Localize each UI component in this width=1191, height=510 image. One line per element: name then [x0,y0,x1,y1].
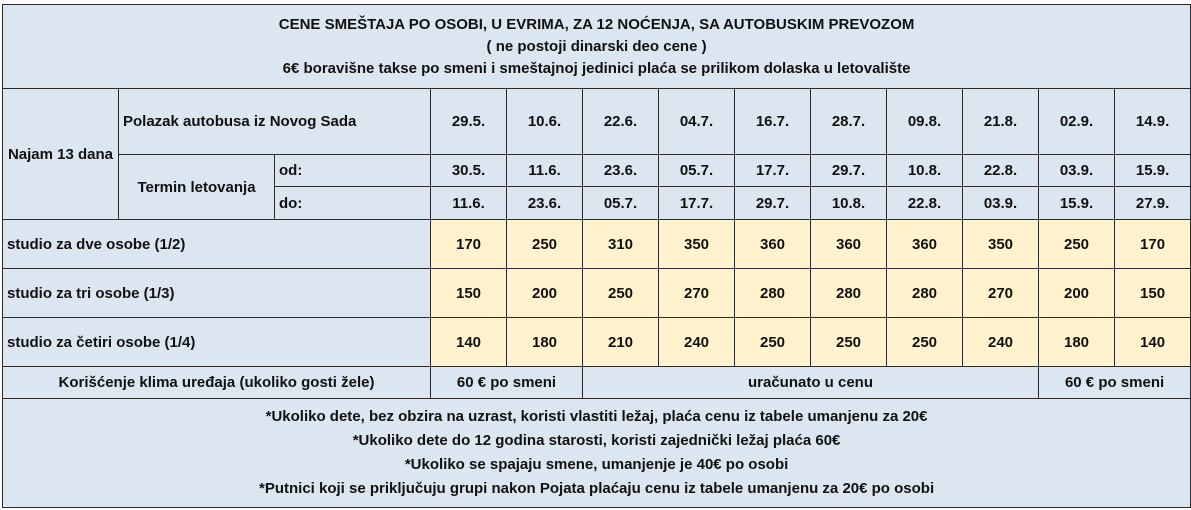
price-cell: 210 [583,318,659,367]
polazak-label: Polazak autobusa iz Novog Sada [119,89,431,155]
price-cell: 150 [431,269,507,318]
table-row [3,318,1191,367]
price-cell: 240 [659,318,735,367]
price-cell: 360 [811,220,887,269]
departure-date: 28.7. [811,89,887,155]
from-date: 10.8. [887,155,963,187]
to-date: 27.9. [1115,187,1191,220]
price-cell: 140 [1115,318,1191,367]
klima-first-price: 60 € po smeni [431,367,583,399]
price-cell: 360 [887,220,963,269]
table-row [3,269,1191,318]
do-label: do: [275,187,431,220]
price-cell: 250 [887,318,963,367]
from-date: 23.6. [583,155,659,187]
to-date: 17.7. [659,187,735,220]
from-date: 30.5. [431,155,507,187]
price-cell: 310 [583,220,659,269]
note-line: *Ukoliko se spajaju smene, umanjenje je 40€ po osobi [404,456,789,473]
from-date: 11.6. [507,155,583,187]
departure-date: 02.9. [1039,89,1115,155]
departure-date: 21.8. [963,89,1039,155]
price-table [2,4,1191,508]
from-date: 22.8. [963,155,1039,187]
to-date: 22.8. [887,187,963,220]
to-date: 05.7. [583,187,659,220]
price-cell: 350 [659,220,735,269]
room-type-label: studio za tri osobe (1/3) [3,269,431,318]
table-title: CENE SMEŠTAJA PO OSOBI, U EVRIMA, ZA 12 NOĆENJA, SA AUTOBUSKIM PREVOZOM [278,15,915,33]
price-cell: 270 [963,269,1039,318]
price-cell: 170 [431,220,507,269]
price-cell: 280 [811,269,887,318]
table-row [3,220,1191,269]
klima-included: uračunato u cenu [583,367,1039,399]
table-header [3,5,1191,89]
price-cell: 150 [1115,269,1191,318]
departure-date: 16.7. [735,89,811,155]
to-date: 10.8. [811,187,887,220]
from-date: 15.9. [1115,155,1191,187]
departure-date: 04.7. [659,89,735,155]
price-cell: 250 [583,269,659,318]
from-date: 03.9. [1039,155,1115,187]
klima-row [3,367,1191,399]
price-cell: 200 [507,269,583,318]
klima-label: Korišćenje klima uređaja (ukoliko gosti žele) [3,367,431,399]
price-cell: 250 [735,318,811,367]
note-line: *Ukoliko dete, bez obzira na uzrast, koristi vlastiti ležaj, plaća cenu iz tabele umanjenu za 20€ [265,408,928,425]
najam-label: Najam 13 dana [3,89,119,220]
room-type-label: studio za četiri osobe (1/4) [3,318,431,367]
price-cell: 360 [735,220,811,269]
from-date: 05.7. [659,155,735,187]
to-date: 03.9. [963,187,1039,220]
departure-date: 29.5. [431,89,507,155]
note-line: *Putnici koji se priključuju grupi nakon Pojata plaćaju cenu iz tabele umanjenu za 20€ po osobi [258,480,935,497]
departure-date: 10.6. [507,89,583,155]
klima-last-price: 60 € po smeni [1039,367,1191,399]
to-date: 15.9. [1039,187,1115,220]
price-cell: 140 [431,318,507,367]
note-line: *Ukoliko dete do 12 godina starosti, koristi zajednički ležaj plaća 60€ [352,432,841,449]
departure-date: 14.9. [1115,89,1191,155]
departure-date: 09.8. [887,89,963,155]
od-label: od: [275,155,431,187]
departure-date: 22.6. [583,89,659,155]
price-cell: 200 [1039,269,1115,318]
from-date: 29.7. [811,155,887,187]
table-tax-note: 6€ boravišne takse po smeni i smeštajnoj jedinici plaća se prilikom dolaska u letovalište [282,59,911,77]
price-cell: 180 [1039,318,1115,367]
price-cell: 280 [735,269,811,318]
price-cell: 280 [887,269,963,318]
to-date: 11.6. [431,187,507,220]
table-subtitle: ( ne postoji dinarski deo cene ) [486,37,707,55]
price-cell: 250 [1039,220,1115,269]
notes-section [3,399,1191,508]
price-cell: 240 [963,318,1039,367]
to-date: 23.6. [507,187,583,220]
from-date: 17.7. [735,155,811,187]
to-date: 29.7. [735,187,811,220]
termin-label: Termin letovanja [119,155,275,220]
price-cell: 170 [1115,220,1191,269]
room-type-label: studio za dve osobe (1/2) [3,220,431,269]
price-cell: 180 [507,318,583,367]
price-cell: 270 [659,269,735,318]
price-cell: 250 [507,220,583,269]
price-cell: 350 [963,220,1039,269]
price-cell: 250 [811,318,887,367]
